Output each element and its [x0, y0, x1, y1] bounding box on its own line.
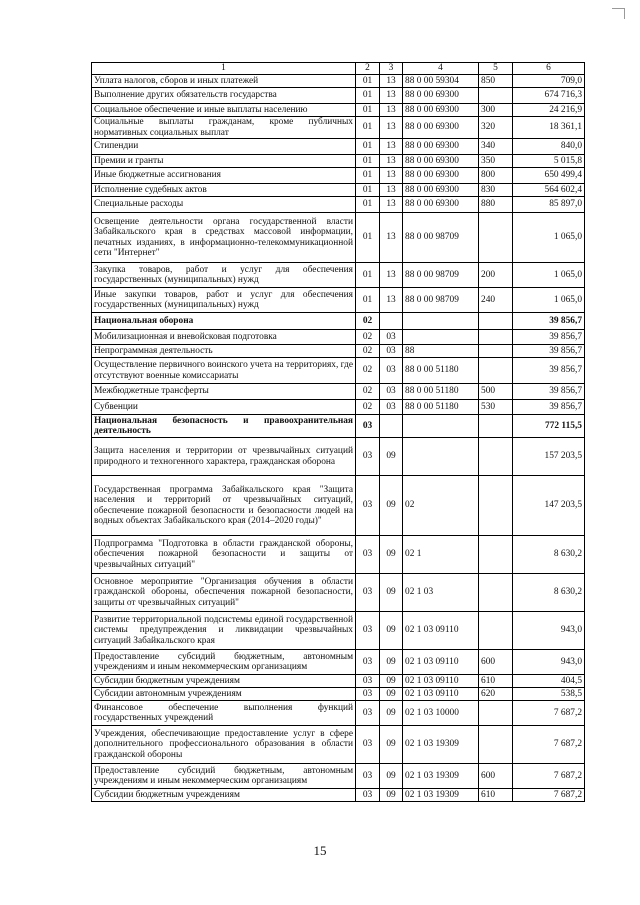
row-amount-cell: 8 630,2	[513, 536, 585, 574]
row-target-item-cell: 02 1 03 10000	[403, 701, 479, 726]
row-section-cell: 03	[356, 650, 380, 675]
row-section-cell: 01	[356, 168, 380, 184]
table-row	[92, 104, 585, 117]
table-row	[92, 75, 585, 88]
row-expense-type-cell	[479, 726, 513, 764]
row-amount-cell: 650 499,4	[513, 168, 585, 184]
row-name-cell: Премии и гранты	[92, 155, 356, 168]
row-section-cell: 03	[356, 789, 380, 802]
table-row	[92, 88, 585, 104]
row-section-cell: 03	[356, 536, 380, 574]
header-cell-amount: 6	[513, 63, 585, 75]
row-amount-cell: 147 203,5	[513, 476, 585, 536]
row-amount-cell: 538,5	[513, 688, 585, 701]
row-name-cell: Исполнение судебных актов	[92, 184, 356, 197]
row-section-cell: 03	[356, 764, 380, 789]
row-expense-type-cell: 350	[479, 155, 513, 168]
row-section-cell: 01	[356, 184, 380, 197]
row-section-cell: 03	[356, 612, 380, 650]
row-expense-type-cell	[479, 438, 513, 476]
row-subsection-cell: 13	[380, 288, 403, 313]
row-section-cell: 02	[356, 313, 380, 330]
table-row	[92, 117, 585, 139]
row-target-item-cell	[403, 438, 479, 476]
row-subsection-cell: 09	[380, 476, 403, 536]
row-name-cell: Субсидии автономным учреждениям	[92, 688, 356, 701]
row-subsection-cell: 13	[380, 75, 403, 88]
row-amount-cell: 840,0	[513, 139, 585, 155]
row-target-item-cell: 88 0 00 69300	[403, 184, 479, 197]
row-expense-type-cell: 600	[479, 650, 513, 675]
row-name-cell: Развитие территориальной подсистемы единой государственной системы предупреждения и ликвидации чрезвычайных ситуаций Забайкальского края	[92, 612, 356, 650]
table-row	[92, 263, 585, 288]
row-expense-type-cell	[479, 574, 513, 612]
row-subsection-cell: 03	[380, 330, 403, 345]
row-name-cell: Специальные расходы	[92, 197, 356, 213]
row-expense-type-cell	[479, 313, 513, 330]
row-section-cell: 01	[356, 88, 380, 104]
row-expense-type-cell: 800	[479, 168, 513, 184]
table-row	[92, 438, 585, 476]
row-name-cell: Мобилизационная и вневойсковая подготовка	[92, 330, 356, 345]
row-subsection-cell: 09	[380, 701, 403, 726]
row-amount-cell: 39 856,7	[513, 384, 585, 400]
row-section-cell: 01	[356, 197, 380, 213]
row-expense-type-cell: 830	[479, 184, 513, 197]
row-expense-type-cell	[479, 358, 513, 384]
row-section-cell: 02	[356, 384, 380, 400]
table-row	[92, 688, 585, 701]
row-amount-cell: 1 065,0	[513, 213, 585, 263]
row-expense-type-cell: 300	[479, 104, 513, 117]
row-expense-type-cell	[479, 536, 513, 574]
row-subsection-cell: 09	[380, 675, 403, 688]
row-amount-cell: 8 630,2	[513, 574, 585, 612]
row-target-item-cell: 88 0 00 69300	[403, 155, 479, 168]
table-row	[92, 330, 585, 345]
row-expense-type-cell	[479, 345, 513, 358]
row-expense-type-cell: 610	[479, 675, 513, 688]
header-cell-section: 2	[356, 63, 380, 75]
row-subsection-cell: 13	[380, 197, 403, 213]
row-subsection-cell	[380, 313, 403, 330]
row-name-cell: Подпрограмма "Подготовка в области гражданской обороны, обеспечения пожарной безопасности и защиты от чрезвычайных ситуаций"	[92, 536, 356, 574]
table-row	[92, 213, 585, 263]
row-subsection-cell: 13	[380, 117, 403, 139]
row-amount-cell: 709,0	[513, 75, 585, 88]
row-target-item-cell: 02 1	[403, 536, 479, 574]
page-number: 15	[313, 843, 327, 858]
row-target-item-cell: 02 1 03 09110	[403, 688, 479, 701]
row-name-cell: Финансовое обеспечение выполнения функций государственных учреждений	[92, 701, 356, 726]
row-name-cell: Защита населения и территории от чрезвычайных ситуаций природного и техногенного характера, гражданская оборона	[92, 438, 356, 476]
row-expense-type-cell: 880	[479, 197, 513, 213]
row-target-item-cell: 88 0 00 69300	[403, 88, 479, 104]
table-row	[92, 345, 585, 358]
row-section-cell: 03	[356, 726, 380, 764]
row-name-cell: Субвенции	[92, 400, 356, 415]
row-name-cell: Предоставление субсидий бюджетным, автономным учреждениям и иным некоммерческим организациям	[92, 764, 356, 789]
row-expense-type-cell	[479, 213, 513, 263]
row-name-cell: Выполнение других обязательств государства	[92, 88, 356, 104]
row-section-cell: 01	[356, 139, 380, 155]
row-subsection-cell: 13	[380, 155, 403, 168]
row-section-cell: 03	[356, 574, 380, 612]
row-amount-cell: 7 687,2	[513, 764, 585, 789]
row-name-cell: Основное мероприятие "Организация обучения в области гражданской обороны, обеспечения пожарной безопасности, защиты от чрезвычайных ситуаций"	[92, 574, 356, 612]
row-amount-cell: 772 115,5	[513, 415, 585, 438]
row-amount-cell: 7 687,2	[513, 726, 585, 764]
row-expense-type-cell: 340	[479, 139, 513, 155]
row-section-cell: 03	[356, 476, 380, 536]
row-target-item-cell: 88 0 00 69300	[403, 168, 479, 184]
row-name-cell: Национальная оборона	[92, 313, 356, 330]
header-cell-expense-type: 5	[479, 63, 513, 75]
row-target-item-cell: 88 0 00 69300	[403, 104, 479, 117]
row-name-cell: Субсидии бюджетным учреждениям	[92, 675, 356, 688]
table-row	[92, 675, 585, 688]
header-cell-subsection: 3	[380, 63, 403, 75]
row-target-item-cell: 88 0 00 51180	[403, 400, 479, 415]
row-target-item-cell: 88	[403, 345, 479, 358]
row-section-cell: 01	[356, 75, 380, 88]
row-subsection-cell: 09	[380, 789, 403, 802]
row-name-cell: Закупка товаров, работ и услуг для обеспечения государственных (муниципальных) нужд	[92, 263, 356, 288]
table-row	[92, 764, 585, 789]
row-section-cell: 02	[356, 358, 380, 384]
row-amount-cell: 943,0	[513, 650, 585, 675]
row-target-item-cell: 88 0 00 69300	[403, 117, 479, 139]
row-subsection-cell: 13	[380, 184, 403, 197]
row-amount-cell: 39 856,7	[513, 330, 585, 345]
row-subsection-cell: 13	[380, 168, 403, 184]
row-target-item-cell	[403, 415, 479, 438]
row-name-cell: Освещение деятельности органа государственной власти Забайкальского края в средствах массовой информации, печатных изданиях, в информационно-телекоммуникационной сети "Интернет"	[92, 213, 356, 263]
row-name-cell: Социальное обеспечение и иные выплаты населению	[92, 104, 356, 117]
row-target-item-cell: 88 0 00 51180	[403, 384, 479, 400]
row-expense-type-cell: 200	[479, 263, 513, 288]
table-row	[92, 726, 585, 764]
row-expense-type-cell	[479, 476, 513, 536]
table-row	[92, 384, 585, 400]
row-target-item-cell: 02 1 03 09110	[403, 612, 479, 650]
row-subsection-cell: 09	[380, 438, 403, 476]
header-row	[92, 63, 585, 75]
row-amount-cell: 943,0	[513, 612, 585, 650]
row-section-cell: 02	[356, 330, 380, 345]
row-subsection-cell: 03	[380, 384, 403, 400]
row-name-cell: Иные бюджетные ассигнования	[92, 168, 356, 184]
table-row	[92, 701, 585, 726]
row-subsection-cell: 03	[380, 345, 403, 358]
row-amount-cell: 564 602,4	[513, 184, 585, 197]
row-target-item-cell: 02 1 03	[403, 574, 479, 612]
row-name-cell: Межбюджетные трансферты	[92, 384, 356, 400]
row-subsection-cell: 09	[380, 574, 403, 612]
row-amount-cell: 1 065,0	[513, 288, 585, 313]
row-expense-type-cell: 500	[479, 384, 513, 400]
row-amount-cell: 674 716,3	[513, 88, 585, 104]
row-amount-cell: 39 856,7	[513, 345, 585, 358]
row-name-cell: Уплата налогов, сборов и иных платежей	[92, 75, 356, 88]
row-expense-type-cell	[479, 612, 513, 650]
row-section-cell: 01	[356, 213, 380, 263]
row-amount-cell: 5 015,8	[513, 155, 585, 168]
table-row	[92, 155, 585, 168]
row-section-cell: 01	[356, 263, 380, 288]
row-expense-type-cell	[479, 330, 513, 345]
row-section-cell: 02	[356, 400, 380, 415]
table-row	[92, 400, 585, 415]
row-subsection-cell: 13	[380, 88, 403, 104]
row-subsection-cell: 03	[380, 400, 403, 415]
table-row	[92, 574, 585, 612]
row-target-item-cell: 88 0 00 98709	[403, 213, 479, 263]
row-name-cell: Стипендии	[92, 139, 356, 155]
row-target-item-cell: 02 1 03 09110	[403, 650, 479, 675]
row-subsection-cell: 09	[380, 536, 403, 574]
row-section-cell: 01	[356, 104, 380, 117]
row-subsection-cell: 13	[380, 104, 403, 117]
corner-mark	[612, 8, 625, 19]
table-row	[92, 536, 585, 574]
row-expense-type-cell: 240	[479, 288, 513, 313]
row-name-cell: Предоставление субсидий бюджетным, автономным учреждениям и иным некоммерческим организациям	[92, 650, 356, 675]
row-section-cell: 01	[356, 288, 380, 313]
row-name-cell: Субсидии бюджетным учреждениям	[92, 789, 356, 802]
row-section-cell: 03	[356, 701, 380, 726]
table-row	[92, 313, 585, 330]
row-subsection-cell: 13	[380, 139, 403, 155]
row-expense-type-cell	[479, 88, 513, 104]
row-expense-type-cell	[479, 701, 513, 726]
row-amount-cell: 404,5	[513, 675, 585, 688]
row-expense-type-cell	[479, 415, 513, 438]
row-expense-type-cell: 530	[479, 400, 513, 415]
row-amount-cell: 157 203,5	[513, 438, 585, 476]
row-amount-cell: 7 687,2	[513, 789, 585, 802]
row-subsection-cell: 09	[380, 650, 403, 675]
row-name-cell: Государственная программа Забайкальского края "Защита населения и территорий от чрезвычайных ситуаций, обеспечение пожарной безопасности и безопасности людей на водных объектах Забайкальского края (2014–2020 годы)"	[92, 476, 356, 536]
budget-table	[91, 62, 585, 802]
row-target-item-cell: 88 0 00 59304	[403, 75, 479, 88]
row-target-item-cell: 02 1 03 19309	[403, 789, 479, 802]
row-amount-cell: 7 687,2	[513, 701, 585, 726]
table-row	[92, 288, 585, 313]
row-subsection-cell: 09	[380, 612, 403, 650]
row-section-cell: 01	[356, 117, 380, 139]
row-subsection-cell: 03	[380, 358, 403, 384]
row-amount-cell: 24 216,9	[513, 104, 585, 117]
row-amount-cell: 39 856,7	[513, 400, 585, 415]
row-target-item-cell: 88 0 00 69300	[403, 197, 479, 213]
row-name-cell: Социальные выплаты гражданам, кроме публичных нормативных социальных выплат	[92, 117, 356, 139]
row-section-cell: 01	[356, 155, 380, 168]
row-expense-type-cell: 620	[479, 688, 513, 701]
table-row	[92, 168, 585, 184]
row-name-cell: Осуществление первичного воинского учета на территориях, где отсутствуют военные комиссариаты	[92, 358, 356, 384]
row-target-item-cell	[403, 313, 479, 330]
header-cell-name: 1	[92, 63, 356, 75]
row-target-item-cell: 88 0 00 69300	[403, 139, 479, 155]
table-row	[92, 197, 585, 213]
row-name-cell: Непрограммная деятельность	[92, 345, 356, 358]
table-row	[92, 139, 585, 155]
row-amount-cell: 39 856,7	[513, 358, 585, 384]
table-row	[92, 650, 585, 675]
row-expense-type-cell: 850	[479, 75, 513, 88]
row-target-item-cell: 88 0 00 98709	[403, 288, 479, 313]
row-subsection-cell	[380, 415, 403, 438]
row-name-cell: Национальная безопасность и правоохранительная деятельность	[92, 415, 356, 438]
table-row	[92, 789, 585, 802]
row-expense-type-cell: 320	[479, 117, 513, 139]
row-subsection-cell: 13	[380, 263, 403, 288]
table-row	[92, 184, 585, 197]
row-target-item-cell: 88 0 00 98709	[403, 263, 479, 288]
row-section-cell: 02	[356, 345, 380, 358]
row-section-cell: 03	[356, 415, 380, 438]
row-subsection-cell: 09	[380, 764, 403, 789]
row-target-item-cell: 02 1 03 09110	[403, 675, 479, 688]
table-row	[92, 476, 585, 536]
table-row	[92, 358, 585, 384]
row-target-item-cell: 02 1 03 19309	[403, 764, 479, 789]
row-target-item-cell: 88 0 00 51180	[403, 358, 479, 384]
row-subsection-cell: 09	[380, 688, 403, 701]
header-cell-target-item: 4	[403, 63, 479, 75]
table-row	[92, 415, 585, 438]
row-amount-cell: 1 065,0	[513, 263, 585, 288]
row-subsection-cell: 13	[380, 213, 403, 263]
row-section-cell: 03	[356, 675, 380, 688]
row-name-cell: Иные закупки товаров, работ и услуг для обеспечения государственных (муниципальных) нужд	[92, 288, 356, 313]
row-section-cell: 03	[356, 688, 380, 701]
row-subsection-cell: 09	[380, 726, 403, 764]
row-target-item-cell: 02 1 03 19309	[403, 726, 479, 764]
row-expense-type-cell: 610	[479, 789, 513, 802]
row-target-item-cell: 02	[403, 476, 479, 536]
table-row	[92, 612, 585, 650]
row-amount-cell: 39 856,7	[513, 313, 585, 330]
row-name-cell: Учреждения, обеспечивающие предоставление услуг в сфере дополнительного профессионального образования в области гражданской обороны	[92, 726, 356, 764]
row-target-item-cell	[403, 330, 479, 345]
row-amount-cell: 85 897,0	[513, 197, 585, 213]
row-section-cell: 03	[356, 438, 380, 476]
row-amount-cell: 18 361,1	[513, 117, 585, 139]
row-expense-type-cell: 600	[479, 764, 513, 789]
